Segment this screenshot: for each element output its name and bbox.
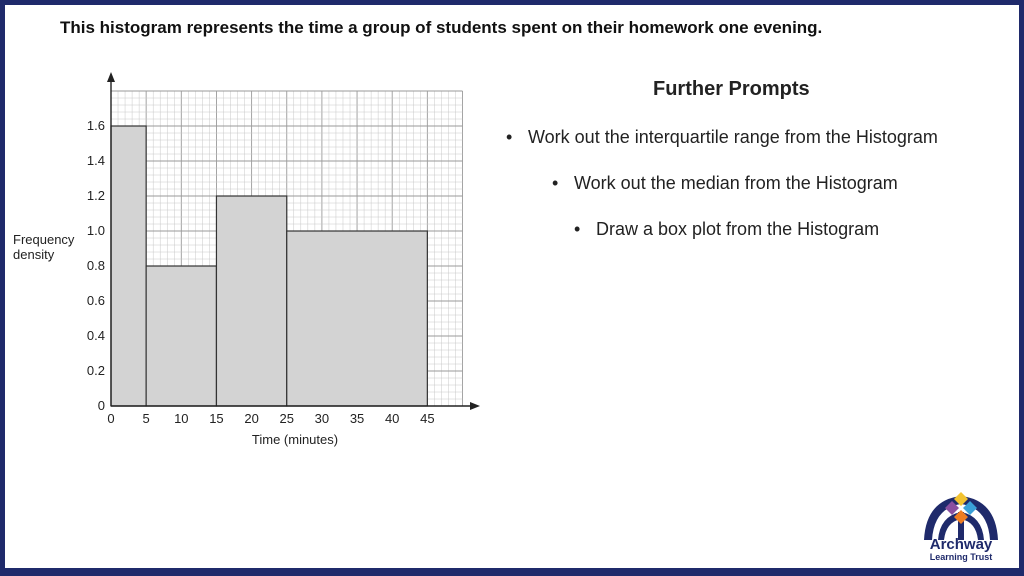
y-axis-label-line-2: density: [13, 247, 55, 262]
histogram-bar-3: [216, 196, 286, 406]
logo-line-1: Archway: [929, 536, 993, 553]
y-tick-label: 1.4: [86, 153, 105, 168]
y-tick-label: 0.4: [86, 328, 105, 343]
x-tick-label: 15: [209, 411, 224, 426]
y-tick-label: 1.0: [86, 223, 105, 238]
x-tick-label: 0: [107, 411, 115, 426]
prompt-item-1: [506, 127, 938, 148]
x-tick-label: 35: [349, 411, 365, 426]
histogram-chart: [0, 60, 500, 460]
y-tick-label: 0.2: [86, 363, 105, 378]
histogram-bar-1: [111, 126, 146, 406]
prompt-text: Draw a box plot from the Histogram: [596, 219, 880, 239]
x-tick-label: 30: [314, 411, 330, 426]
prompt-text: Work out the interquartile range from the Histogram: [528, 127, 938, 147]
y-tick-label: 1.2: [86, 188, 105, 203]
y-axis-arrow-icon: [107, 72, 115, 82]
y-tick-label: 1.6: [86, 118, 105, 133]
prompt-text: Work out the median from the Histogram: [574, 173, 898, 193]
x-axis-arrow-icon: [470, 402, 480, 410]
x-tick-label: 45: [420, 411, 435, 426]
y-tick-label: 0: [97, 398, 105, 413]
y-tick-label: 0.6: [86, 293, 105, 308]
bullet-icon: •: [574, 219, 581, 239]
logo-line-2: Learning Trust: [929, 552, 993, 562]
y-tick-label: 0.8: [86, 258, 105, 273]
x-tick-label: 20: [244, 411, 259, 426]
prompt-item-3: [574, 219, 879, 240]
bullet-icon: •: [552, 173, 559, 193]
x-tick-label: 10: [174, 411, 189, 426]
further-prompts-title: Further Prompts: [653, 78, 810, 100]
x-tick-label: 25: [279, 411, 294, 426]
y-axis-label-line-1: Frequency: [13, 232, 75, 247]
histogram-bar-4: [287, 231, 428, 406]
bullet-icon: •: [506, 127, 513, 147]
x-tick-label: 40: [384, 411, 400, 426]
logo-text: [918, 537, 1004, 563]
x-axis-label: Time (minutes): [251, 432, 339, 447]
slide-heading: This histogram represents the time a group of students spent on their homework one evening.: [60, 18, 823, 37]
x-tick-label: 5: [142, 411, 150, 426]
histogram-bar-2: [146, 266, 216, 406]
prompt-item-2: [552, 173, 898, 194]
